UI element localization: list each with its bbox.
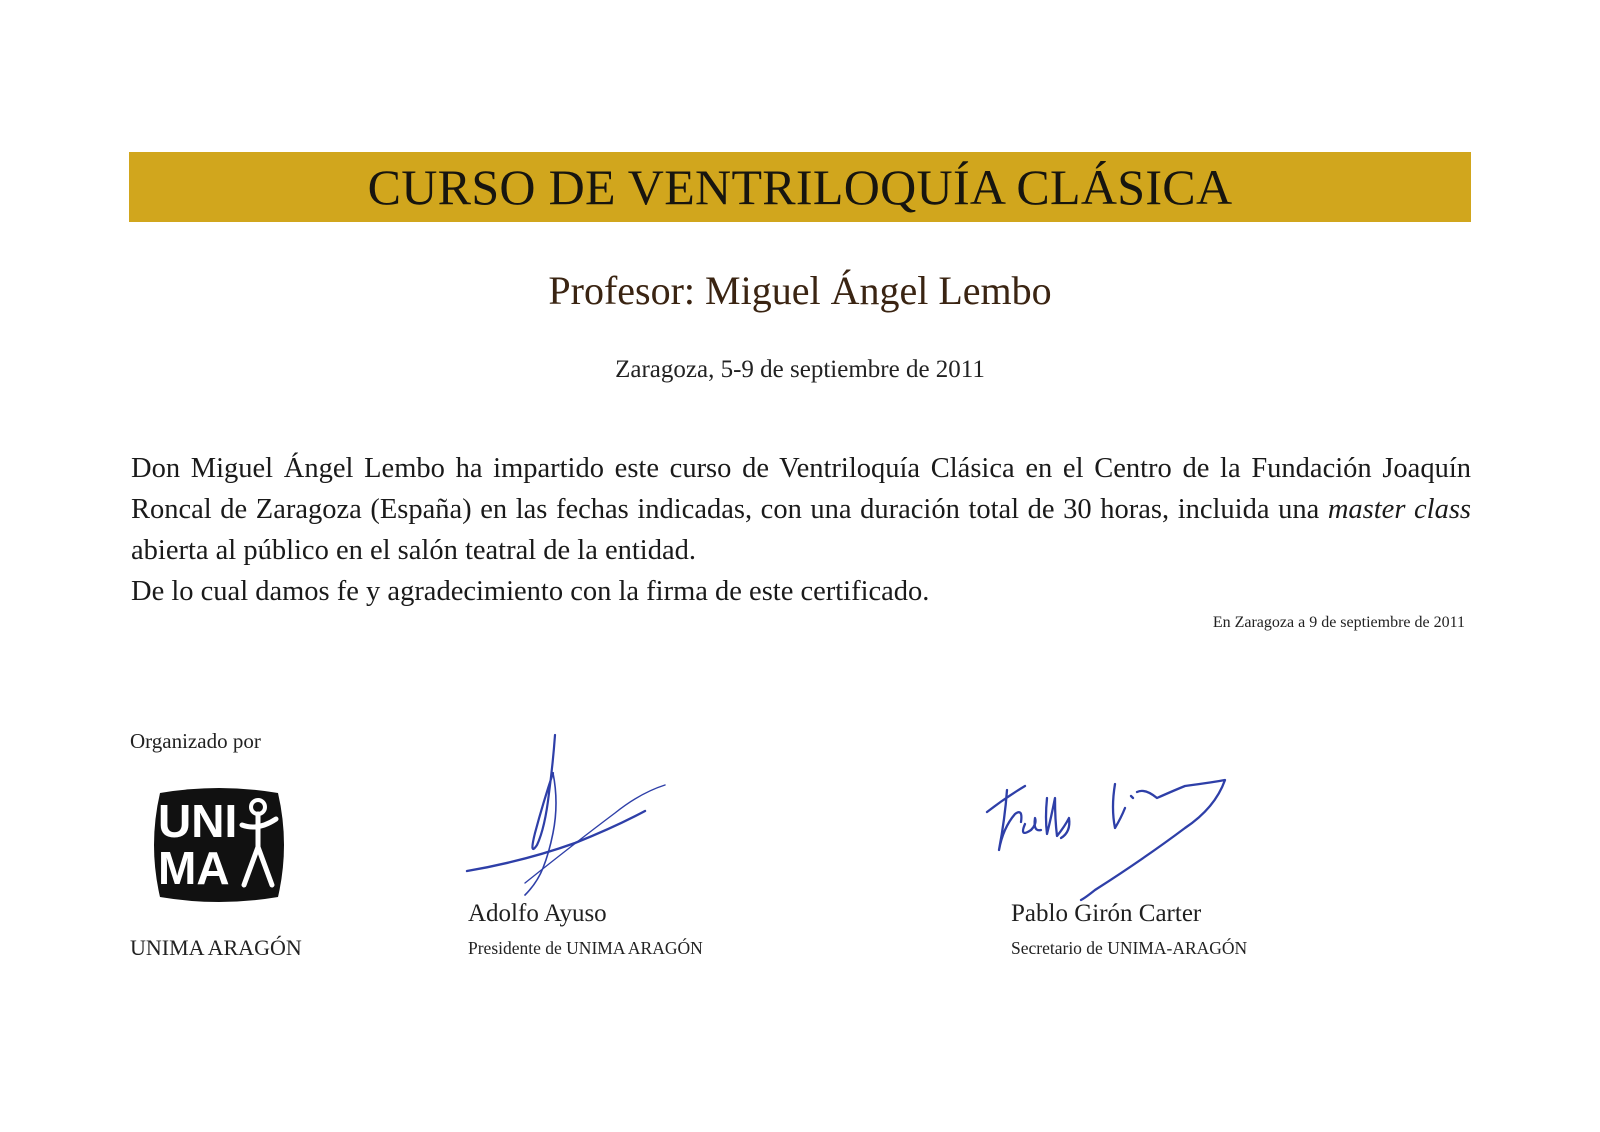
signature-pablo-giron [985,778,1255,918]
signatory-role: Presidente de UNIMA ARAGÓN [468,938,703,958]
professor-label: Profesor: [548,268,696,313]
signature-adolfo-ayuso [465,733,675,903]
place-date: Zaragoza, 5-9 de septiembre de 2011 [615,356,985,383]
certificate-body [131,448,1471,612]
organized-by-label: Organizado por [130,729,261,753]
body-text-part1: Don Miguel Ángel Lembo ha impartido este curso de Ventriloquía Clásica en el Centro de la Fundación Joaquín Roncal de Zaragoza (España) en las fechas indicadas, con una duración total de 30 horas, incluida una [131,453,1471,525]
body-text-part2: abierta al público en el salón teatral de la entidad. [131,535,697,566]
body-paragraph [131,448,1471,571]
logo-text-line2: MA [158,842,230,894]
title-band [129,152,1471,222]
body-closing: De lo cual damos fe y agradecimiento con la firma de este certificado. [131,576,930,607]
logo-text-line1: UNI [158,795,238,847]
signatory-role: Secretario de UNIMA-ARAGÓN [1011,938,1248,958]
professor-name: Miguel Ángel Lembo [705,268,1052,313]
issued-date: En Zaragoza a 9 de septiembre de 2011 [1212,614,1465,631]
unima-logo [148,785,290,905]
unima-logo-icon [148,785,290,905]
professor-line [0,267,1600,314]
certificate-title: CURSO DE VENTRILOQUÍA CLÁSICA [367,159,1233,215]
signature-1-image [465,733,675,903]
signature-2-image [985,778,1255,918]
organizer-name: UNIMA ARAGÓN [130,935,302,960]
body-emphasis: master class [1327,494,1471,525]
signatory-name: Pablo Girón Carter [1011,900,1202,927]
signatory-name: Adolfo Ayuso [468,900,607,927]
